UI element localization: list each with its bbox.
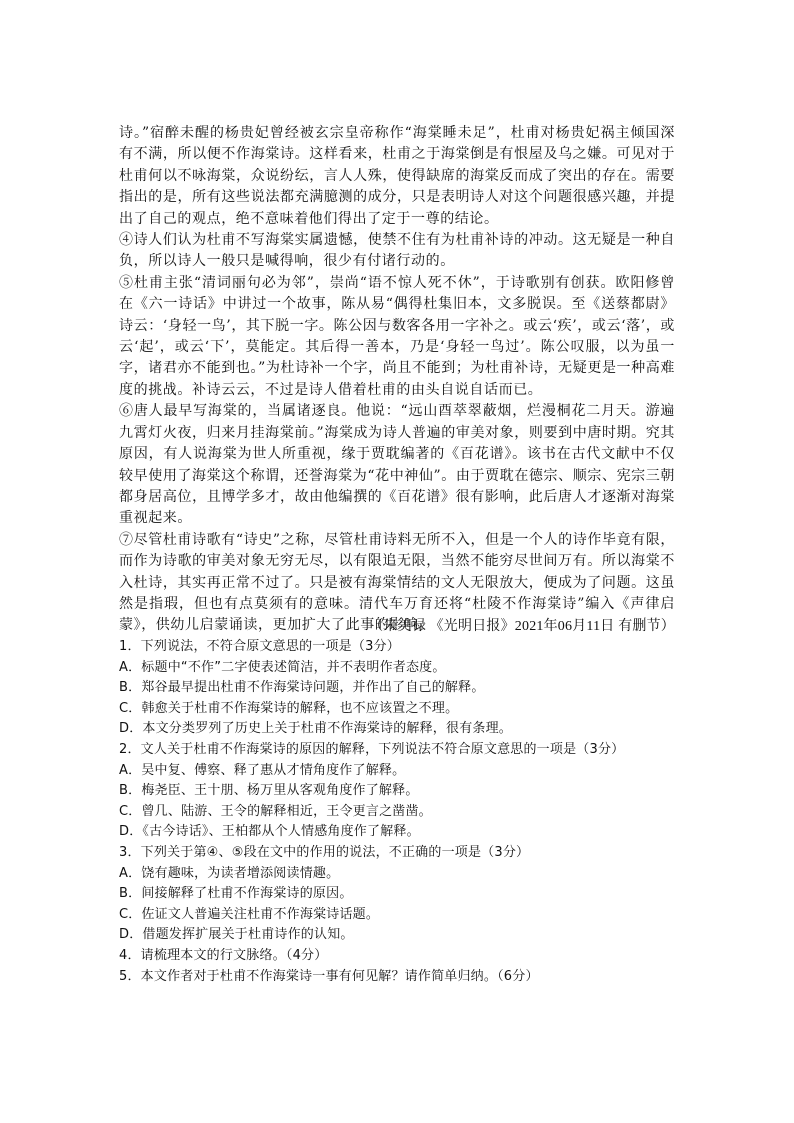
question-1-option-d: D．本文分类罗列了历史上关于杜甫不作海棠诗的解释，很有条理。 bbox=[119, 721, 513, 737]
question-3-option-d: D．借题发挥扩展关于杜甫诗作的认知。 bbox=[119, 927, 354, 943]
article-paragraph: ⑦尽管杜甫诗歌有“诗史”之称，尽管杜甫诗料无所不入，但是一个人的诗作毕竟有限，而作为诗歌的审美对象无穷无尽，以有限追无限，当然不能穷尽世间万有。所以海棠不入杜诗，其实再正常不过了。只是被有海棠情结的文人无限放大，便成为了问题。这虽然是指瑕，但也有点莫须有的意味。清代车万育还将“杜陵不作海棠诗”编入《声律启蒙》，供幼儿启蒙诵读，更加扩大了此事的影响。 bbox=[119, 531, 675, 634]
question-1-option-a: A．标题中“不作”二字使表述简洁，并不表明作者态度。 bbox=[119, 659, 446, 675]
article-paragraph: ④诗人们认为杜甫不写海棠实属遗憾，使禁不住有为杜甫补诗的冲动。这无疑是一种自负，所以诗人一般只是喊得响，很少有付诸行动的。 bbox=[119, 232, 675, 270]
question-3-option-c: C．佐证文人普遍关注杜甫不作海棠诗话题。 bbox=[119, 906, 380, 922]
question-1-option-b: B．郑谷最早提出杜甫不作海棠诗问题，并作出了自己的解释。 bbox=[119, 680, 485, 696]
question-list bbox=[119, 637, 675, 987]
question-3-option-b: B．间接解释了杜甫不作海棠诗的原因。 bbox=[119, 886, 353, 902]
question-3: 3．下列关于第④、⑤段在文中的作用的说法，不正确的一项是（3分） bbox=[119, 844, 530, 860]
article-paragraph: 诗。”宿醉未醒的杨贵妃曾经被玄宗皇帝称作“海棠睡未足”，杜甫对杨贵妃祸主倾国深有不满，所以便不作海棠诗。这样看来，杜甫之于海棠倒是有恨屋及乌之嫌。可见对于杜甫何以不咏海棠，众说纷纭，言人人殊，使得缺席的海棠反而成了突出的存在。需要指出的是，所有这些说法都充满臆测的成分，只是表明诗人对这个问题很感兴趣，并提出了自己的观点，绝不意味着他们得出了定于一尊的结论。 bbox=[119, 125, 675, 227]
question-2-option-d: D．《古今诗话》、王柏都从个人情感角度作了解释。 bbox=[119, 824, 420, 840]
question-1: 1．下列说法，不符合原文意思的一项是（3分） bbox=[119, 639, 400, 654]
question-2-option-c: C．曾几、陆游、王令的解释相近，王令更言之凿凿。 bbox=[119, 803, 432, 819]
article-body bbox=[119, 123, 675, 637]
question-2-option-b: B．梅尧臣、王十朋、杨万里从客观角度作了解释。 bbox=[119, 783, 419, 799]
article-paragraph: ⑤杜甫主张“清词丽句必为邻”，崇尚“语不惊人死不休”，于诗歌别有创获。欧阳修曾在《六一诗话》中讲过一个故事，陈从易“偶得杜集旧本，文多脱误。至《送蔡都尉》诗云：‘身轻一鸟’，其下脱一字。陈公因与数客各用一字补之。或云‘疾’，或云‘落’，或云‘起’，或云‘下’，莫能定。其后得一善本，乃是‘身轻一鸟过’。陈公叹服，以为虽一字，诸君亦不能到也。”为杜诗补一个字，尚且不能到；为杜甫补诗，无疑更是一种高难度的挑战。补诗云云，不过是诗人借着杜甫的由头自说自话而已。 bbox=[119, 274, 675, 398]
question-4: 4．请梳理本文的行文脉络。（4分） bbox=[119, 947, 328, 963]
question-1-option-c: C．韩愈关于杜甫不作海棠诗的解释，也不应该置之不理。 bbox=[119, 700, 459, 716]
question-2-option-a: A．吴中复、傅察、释了惠从才情角度作了解释。 bbox=[119, 762, 406, 778]
question-3-option-a: A．饶有趣味，为读者增添阅读情趣。 bbox=[119, 865, 340, 881]
article-paragraph: ⑥唐人最早写海棠的，当属诸逐良。他说：“远山酉萃翠蔽烟，烂漫桐花二月天。游遍九霄灯火夜，归来月挂海棠前。”海棠成为诗人普遍的审美对象，则要到中唐时期。究其原因，有人说海棠为世人所重视，缘于贾耽编著的《百花谱》。该书在古代文献中不仅较早使用了海棠这个称谓，还誉海棠为“花中神仙”。由于贾耽在德宗、顺宗、宪宗三朝都身居高位，且博学多才，故由他编撰的《百花谱》很有影响，此后唐人才逐渐对海棠重视起来。 bbox=[119, 403, 675, 527]
question-5: 5．本文作者对于杜甫不作海棠诗一事有何见解？请作简单归纳。（6分） bbox=[119, 968, 539, 984]
question-2: 2．文人关于杜甫不作海棠诗的原因的解释，下列说法不符合原文意思的一项是（3分） bbox=[119, 741, 625, 757]
article-source: （朱美禄 《光明日报》2021年06月11日 有删节） bbox=[369, 619, 675, 634]
